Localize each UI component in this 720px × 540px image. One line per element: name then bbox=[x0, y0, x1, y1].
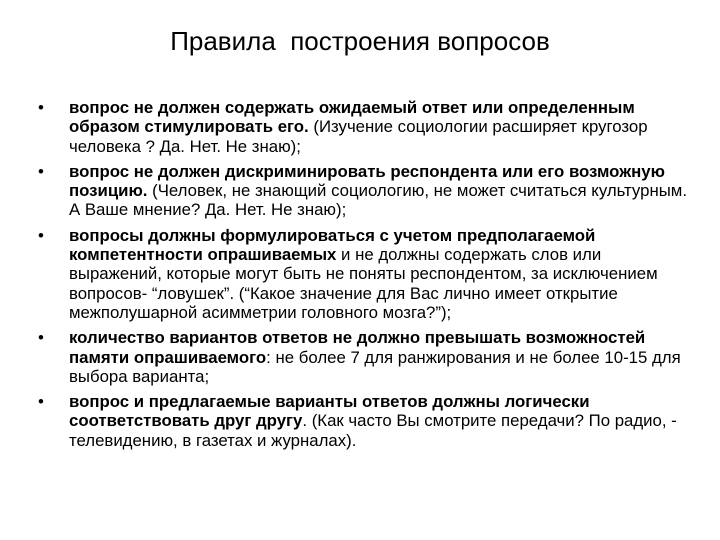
rule-bold-text: вопрос не должен содержать ожидаемый ответ или определенным образом стимулировать его. bbox=[69, 98, 635, 137]
bullet-icon: • bbox=[38, 98, 44, 117]
list-item bbox=[38, 162, 698, 220]
rule-bold-text: вопрос и предлагаемые варианты ответов должны логически соответствовать друг другу bbox=[69, 392, 590, 431]
list-item bbox=[38, 226, 698, 322]
rule-bold-text: вопрос не должен дискриминировать респондента или его возможную позицию. bbox=[69, 161, 665, 201]
rule-example-text: (Человек, не знающий социологию, не может считаться культурным. А Ваше мнение? Да. Нет. Не знаю); bbox=[69, 181, 687, 220]
slide-title: Правила построения вопросов bbox=[170, 26, 550, 56]
rules-list bbox=[38, 98, 698, 456]
rule-example-text: (Изучение социологии расширяет кругозор человека ? Да. Нет. Не знаю); bbox=[69, 117, 648, 156]
bullet-icon: • bbox=[38, 392, 44, 412]
rule-bold-text: количество вариантов ответов не должно превышать возможностей памяти опрашиваемого bbox=[69, 328, 646, 367]
rule-bold-text: вопросы должны формулироваться с учетом предполагаемой компетентности опрашиваемых bbox=[69, 225, 596, 265]
list-item bbox=[38, 98, 698, 156]
rule-example-text: и не должны содержать слов или выражений, которые могут быть не поняты респондентом, за исключением вопросов- “ловушек”. (“Какое значение для Вас лично имеет открытие межполушарной асимметрии головного мозга?”); bbox=[69, 245, 658, 322]
bullet-icon: • bbox=[38, 161, 44, 181]
bullet-icon: • bbox=[38, 328, 44, 348]
list-item bbox=[38, 392, 698, 450]
rule-example-text: . (Как часто Вы смотрите передачи? По радио, - телевидению, в газетах и журналах). bbox=[69, 411, 677, 450]
rule-example-text: : не более 7 для ранжирования и не более 10-15 для выбора варианта; bbox=[69, 347, 681, 386]
bullet-icon: • bbox=[38, 225, 44, 245]
list-item bbox=[38, 328, 698, 386]
